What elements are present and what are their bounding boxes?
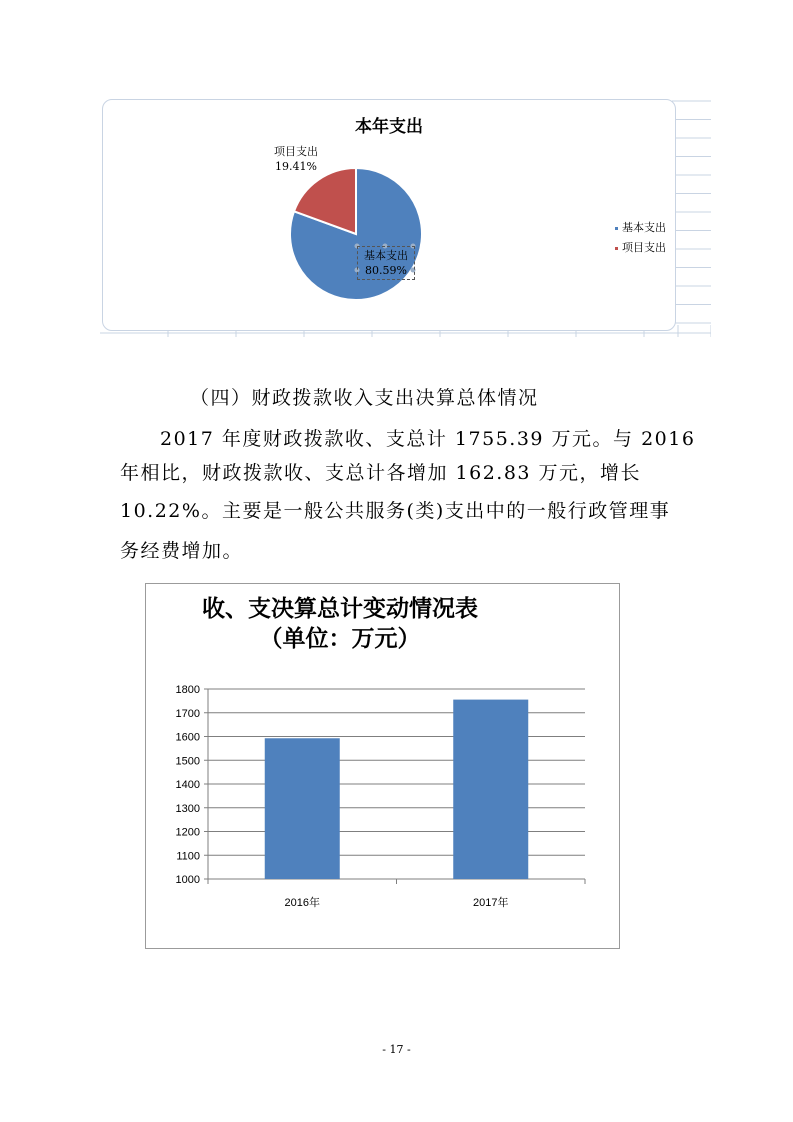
legend-marker-project — [615, 247, 618, 250]
y-tick-label: 1300 — [175, 802, 200, 815]
page-number: - 17 - — [382, 1043, 411, 1056]
y-tick-label: 1200 — [175, 826, 200, 839]
pie-legend — [615, 218, 666, 258]
legend-label-project: 项目支出 — [622, 241, 666, 254]
pie-chart-canvas — [103, 100, 675, 330]
pie-chart-title: 本年支出 — [355, 117, 423, 137]
y-tick-label: 1400 — [175, 779, 200, 791]
y-tick-label: 1100 — [176, 850, 200, 863]
bar-chart-subtitle: （单位：万元） — [259, 626, 421, 652]
section-heading: （四）财政拨款收入支出决算总体情况 — [190, 387, 539, 409]
paragraph-line-1: 2017 年度财政拨款收、支总计 1755.39 万元。与 2016 — [160, 428, 696, 450]
bar-chart-title: 收、支决算总计变动情况表 — [202, 596, 478, 622]
legend-marker-basic — [615, 227, 618, 230]
pie-label-project — [261, 144, 331, 174]
paragraph-line-2: 年相比，财政拨款收、支总计各增加 162.83 万元，增长 — [120, 462, 642, 484]
legend-item-project — [615, 238, 666, 258]
pie-label-project-name: 项目支出 — [274, 145, 318, 158]
paragraph-line-3: 10.22%。主要是一般公共服务(类)支出中的一般行政管理事 — [120, 500, 671, 522]
pie-label-project-percent: 19.41% — [275, 160, 317, 173]
y-tick-label: 1600 — [175, 731, 200, 744]
pie-label-basic-name: 基本支出 — [364, 249, 408, 262]
pie-label-basic[interactable] — [357, 246, 415, 280]
legend-item-basic — [615, 218, 666, 238]
y-tick-label: 1700 — [175, 707, 200, 720]
y-tick-label: 1500 — [175, 755, 200, 768]
pie-label-basic-percent: 80.59% — [365, 264, 407, 277]
y-tick-label: 1000 — [175, 874, 200, 886]
legend-label-basic: 基本支出 — [622, 221, 666, 234]
x-tick-label: 2016年 — [284, 897, 320, 909]
y-tick-label: 1800 — [175, 684, 200, 696]
pie-chart-frame — [102, 99, 676, 331]
pie-chart-block — [100, 97, 711, 337]
paragraph-line-4: 务经费增加。 — [120, 540, 244, 562]
x-tick-label: 2017年 — [473, 897, 509, 909]
